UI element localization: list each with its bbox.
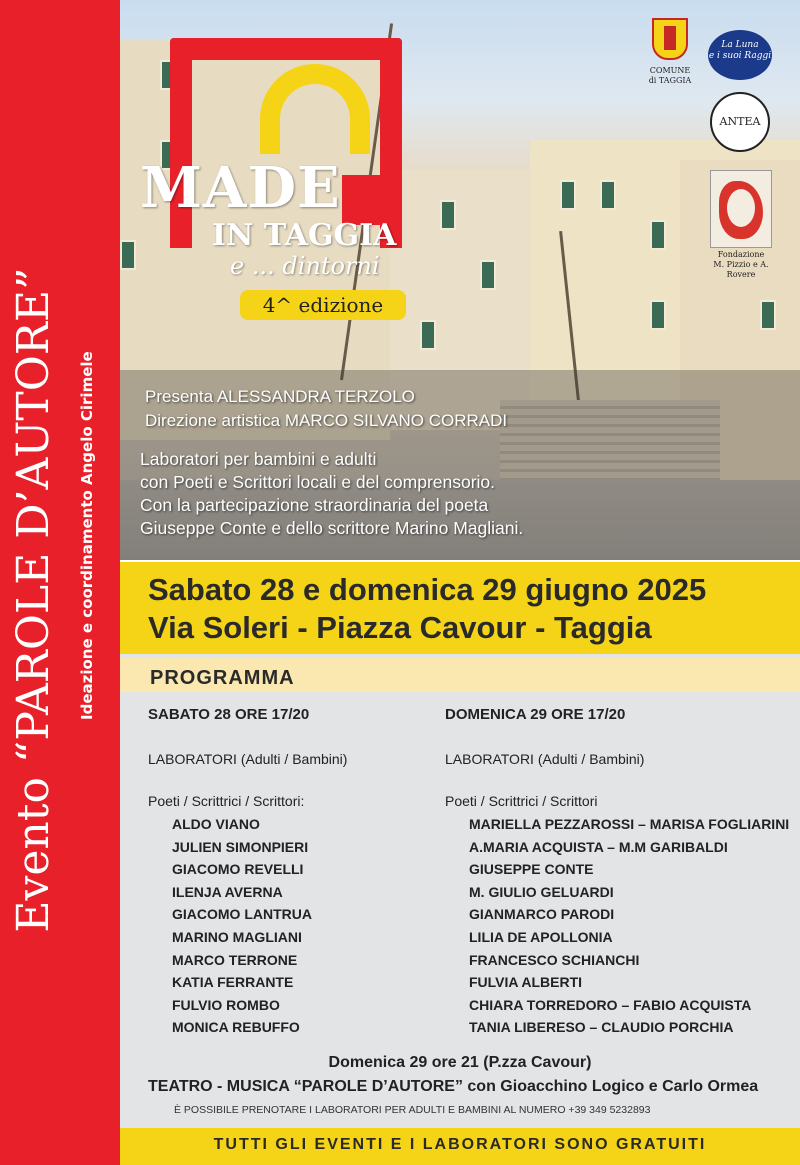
saturday-laboratori: LABORATORI (Adulti / Bambini) (148, 751, 348, 767)
fondazione-line1: Fondazione (717, 250, 765, 259)
luna-line1: La Luna (721, 40, 759, 50)
author-name: ILENJA AVERNA (172, 883, 283, 900)
date-band (120, 562, 800, 654)
logo-dintorni: e ... dintorni (230, 252, 380, 280)
presenta-line: Presenta ALESSANDRA TERZOLO (145, 387, 415, 406)
sunday-names (445, 813, 789, 1039)
saturday-column (148, 706, 347, 1039)
window (650, 220, 666, 250)
window (480, 260, 496, 290)
footer-band (120, 1128, 800, 1165)
author-name: MARCO TERRONE (172, 951, 298, 968)
intro-line: Con la partecipazione straordinaria del poeta (140, 495, 489, 515)
author-name: ALDO VIANO (172, 816, 260, 832)
intro-description (140, 448, 523, 540)
program-header-band (120, 658, 800, 692)
author-name: TANIA LIBERESO – CLAUDIO PORCHIA (469, 1019, 734, 1036)
program-title: PROGRAMMA (150, 667, 295, 689)
fondazione-label (700, 250, 782, 280)
sunday-poeti-label: Poeti / Scrittrici / Scrittori (445, 793, 598, 809)
author-name: KATIA FERRANTE (172, 974, 294, 991)
author-name: LILIA DE APOLLONIA (469, 928, 613, 945)
saturday-heading: SABATO 28 ORE 17/20 (148, 706, 310, 723)
saturday-names (148, 813, 347, 1039)
program-section (120, 654, 800, 1128)
author-name: JULIEN SIMONPIERI (172, 838, 309, 855)
sunday-column (445, 706, 789, 1039)
author-name: MONICA REBUFFO (172, 1019, 300, 1036)
crest-icon (652, 18, 688, 60)
author-name: GIUSEPPE CONTE (469, 861, 594, 878)
event-dates: Sabato 28 e domenica 29 giugno 2025 (148, 572, 707, 607)
comune-line2: di TAGGIA (648, 76, 692, 85)
saturday-poeti-label: Poeti / Scrittrici / Scrittori: (148, 793, 305, 809)
direzione-line: Direzione artistica MARCO SILVANO CORRADI (145, 411, 508, 430)
window (560, 180, 576, 210)
author-name: A.MARIA ACQUISTA – M.M GARIBALDI (469, 838, 728, 855)
teatro-musica: TEATRO - MUSICA “PAROLE D’AUTORE” con Gioacchino Logico e Carlo Ormea (148, 1078, 759, 1095)
author-name: FRANCESCO SCHIANCHI (469, 951, 640, 968)
booking-note: È POSSIBILE PRENOTARE I LABORATORI PER ADULTI E BAMBINI AL NUMERO +39 349 5232893 (174, 1104, 651, 1116)
author-name: MARIELLA PEZZAROSSI – MARISA FOGLIARINI (469, 816, 790, 832)
fondazione-art-inner (727, 189, 755, 227)
fondazione-line2: M. Pizzio e A. Rovere (713, 260, 769, 279)
window (440, 200, 456, 230)
presenter-block (145, 385, 507, 433)
author-name: CHIARA TORREDORO – FABIO ACQUISTA (469, 996, 752, 1013)
evening-event: Domenica 29 ore 21 (P.zza Cavour) (328, 1054, 592, 1071)
window (600, 180, 616, 210)
author-name: FULVIA ALBERTI (469, 974, 583, 991)
event-location: Via Soleri - Piazza Cavour - Taggia (148, 610, 652, 645)
comune-line1: COMUNE (649, 66, 691, 75)
window (420, 320, 436, 350)
sidebar-banner (0, 0, 120, 1165)
window (650, 300, 666, 330)
hero-photo (120, 0, 800, 560)
intro-line: con Poeti e Scrittori locali e del comprensorio. (140, 472, 496, 492)
intro-line: Giuseppe Conte e dello scrittore Marino Magliani. (140, 518, 524, 538)
event-title: Evento “PAROLE D’AUTORE” (8, 267, 59, 933)
author-name: GIACOMO LANTRUA (172, 906, 312, 923)
luna-logo (708, 30, 772, 80)
edition-badge: 4^ edizione (240, 290, 406, 320)
author-name: FULVIO ROMBO (172, 996, 280, 1013)
window (120, 240, 136, 270)
ideazione-credit: Ideazione e coordinamento Angelo Cirimele (78, 351, 96, 720)
author-name: GIANMARCO PARODI (469, 906, 615, 923)
author-name: GIACOMO REVELLI (172, 861, 304, 878)
luna-line2: e i suoi Raggi (708, 51, 772, 61)
sunday-laboratori: LABORATORI (Adulti / Bambini) (445, 751, 645, 767)
antea-logo: ANTEA (710, 92, 770, 152)
window (760, 300, 776, 330)
author-name: M. GIULIO GELUARDI (469, 883, 614, 900)
fondazione-logo (710, 170, 772, 248)
free-events-note: TUTTI GLI EVENTI E I LABORATORI SONO GRATUITI (213, 1136, 707, 1153)
intro-line: Laboratori per bambini e adulti (140, 449, 377, 469)
logo-in-taggia: IN TAGGIA (212, 218, 397, 253)
logo-made: MADE (140, 155, 341, 221)
author-name: MARINO MAGLIANI (172, 928, 302, 945)
sunday-heading: DOMENICA 29 ORE 17/20 (445, 706, 626, 723)
comune-logo (640, 18, 700, 86)
